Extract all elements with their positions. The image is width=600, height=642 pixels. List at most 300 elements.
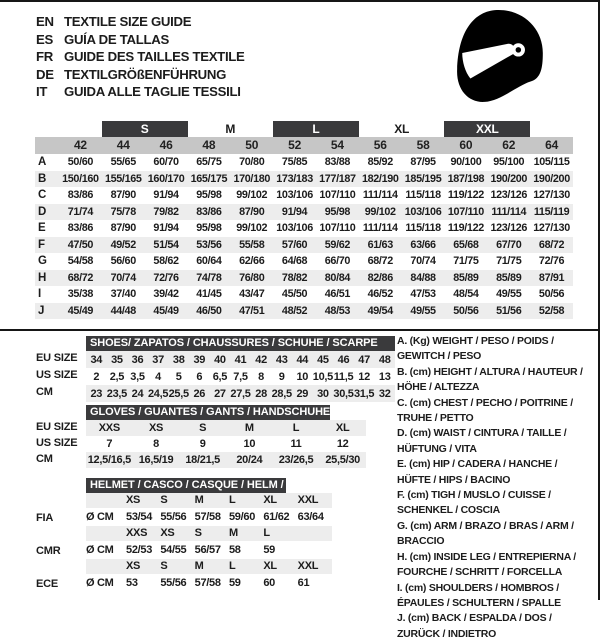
helmet-value-row [86,508,332,526]
value-cell: 45 [317,353,329,366]
helmet-size-cell [298,526,332,541]
helmet-size-cell: M [228,527,238,539]
measurement-cell: 119/122 [447,189,484,201]
value-cell: XL [335,422,350,434]
value-cell: 40 [214,353,226,366]
helmet-value-cell: 57/58 [194,511,221,523]
measurement-cell: 46/50 [196,304,222,317]
measurement-cell: 49/55 [496,288,522,300]
measurement-cell: 56/60 [110,255,136,267]
measurement-cell: 58/62 [153,255,179,267]
measurement-cell: 119/122 [447,222,484,234]
measurement-cell: 170/180 [233,172,271,185]
shoes-size-table [86,336,395,402]
helmet-size-cell: XXL [297,494,319,506]
row-label: B [38,172,46,185]
measurement-cell: 49/54 [367,304,393,317]
measurement-cell: 79/82 [153,205,179,218]
helmet-size-cell: L [228,560,236,572]
gloves-row [86,436,366,452]
measurement-cell: 115/118 [405,222,441,234]
language-code: DE [36,66,54,82]
measurement-row [35,187,573,204]
size-header-cell: 58 [416,138,430,152]
value-cell: 30 [317,387,329,400]
value-cell: M [244,422,254,434]
language-row [36,31,245,49]
measurement-cell: 64/68 [281,255,308,267]
legend-item: A. (Kg) WEIGHT / PESO / POIDS / GEWITCH / PESO [397,335,554,363]
language-title: TEXTILGRÖßENFÜHRUNG [64,66,227,82]
language-code: IT [36,84,48,100]
measurement-cell: 55/65 [110,156,136,168]
measurement-cell: 68/72 [367,255,393,267]
language-title: GUIDA ALLE TAGLIE TESSILI [64,84,241,100]
value-cell: 2 [93,370,100,383]
value-cell: 23,5 [106,387,127,400]
helmet-size-cell: XS [160,527,175,539]
measurement-cell: 103/106 [276,189,313,201]
measurement-cell: 123/126 [490,189,528,201]
value-cell: 39 [193,353,206,366]
value-cell: XXS [98,422,120,434]
size-group-header-row [35,121,573,137]
measurement-cell: 85/92 [367,156,393,168]
measurement-cell: 111/114 [362,222,398,234]
value-cell: 4 [155,370,161,383]
value-cell: 30,5 [333,387,354,400]
value-cell: 35 [111,353,123,366]
measurement-cell: 99/102 [236,189,268,201]
helmet-value-row [86,541,332,559]
measurement-cell: 55/58 [239,238,265,251]
measurement-cell: 47/50 [67,238,94,251]
language-row [36,13,245,31]
unit-spacer [86,493,126,508]
measurement-row [35,220,573,237]
language-code: EN [36,14,54,29]
row-label: H [38,271,46,284]
unit-spacer [86,559,126,574]
measurement-cell: 67/70 [496,238,522,251]
measurement-cell: 187/198 [447,172,485,185]
measurement-cell: 71/74 [67,205,94,218]
helmet-value-cell: 53 [126,577,138,589]
shoes-row [86,351,395,368]
row-label: J [38,304,45,317]
size-group-s: S [102,121,188,137]
measurement-cell: 43/47 [239,288,265,300]
size-header-cell: 60 [459,138,473,152]
measurement-cell: 45/50 [281,288,308,300]
measurement-cell: 123/126 [490,222,528,234]
measurement-cell: 71/75 [496,255,522,267]
measurement-cell: 50/56 [538,288,565,300]
measurement-cell: 87/90 [239,205,265,218]
measurement-cell: 90/100 [450,156,482,168]
measurement-cell: 185/195 [404,172,442,185]
measurement-cell: 49/52 [110,238,136,251]
value-cell: 25,5 [168,387,189,400]
measurement-cell: 107/110 [319,189,356,201]
value-cell: 23/26,5 [278,454,314,466]
value-cell: 27 [214,387,226,400]
measurement-cell: 150/160 [62,172,99,185]
measurement-cell: 70/74 [110,271,136,284]
measurement-cell: 91/94 [153,222,179,234]
section-title-bar: GLOVES / GUANTES / GANTS / HANDSCHUHE / GUANTI [86,405,330,420]
language-row [36,66,245,84]
value-cell: 28 [255,387,267,400]
value-cell: 10 [296,370,309,383]
legend-item: J. (cm) BACK / ESPALDA / DOS / ZURÜCK / INDIETRO [397,612,552,640]
helmet-value-cell [298,541,332,559]
gloves-size-table [86,405,381,468]
measurement-cell: 65/68 [453,238,479,251]
value-cell: 25,5/30 [325,454,360,466]
value-cell: 29 [296,387,309,400]
measurement-row [35,303,573,320]
diameter-unit: Ø CM [86,544,114,556]
measurement-cell: 173/183 [276,172,313,185]
gloves-cm-label: CM [36,453,53,465]
helmet-size-cell: XL [263,560,277,572]
measurement-cell: 39/42 [153,288,179,300]
measurement-cell: 52/58 [538,304,565,317]
section-title-bar: SHOES/ ZAPATOS / CHAUSSURES / SCHUHE / SCARPE [86,336,395,351]
value-cell: 42 [255,353,267,366]
shoes-row [86,385,395,402]
measurement-cell: 182/190 [361,172,399,185]
value-cell: 48 [378,353,391,366]
helmet-size-cell: L [228,494,236,506]
helmet-value-cell: 58 [228,544,241,556]
corner-cell [35,137,59,154]
shoes-eu-size-label: EU SIZE [36,352,78,364]
value-cell: S [199,422,207,434]
unit-spacer [86,526,126,541]
legend-item: F. (cm) TIGH / MUSLO / CUISSE / SCHENKEL / COSCIA [397,489,551,517]
size-header-cell: 52 [288,138,302,152]
measurement-cell: 70/74 [410,255,436,267]
value-cell: 47 [358,353,370,366]
value-cell: 34 [90,353,103,366]
measurement-cell: 49/55 [410,304,436,317]
measurement-cell: 51/54 [153,238,179,251]
measurement-cell: 99/102 [364,205,396,218]
measurement-cell: 53/56 [196,238,222,251]
value-cell: 28,5 [271,387,292,400]
measurement-cell: 78/82 [281,271,308,284]
row-label: A [38,156,46,168]
measurement-cell: 115/119 [533,205,570,218]
size-header-cell: 42 [73,138,87,152]
helmet-size-cell: S [160,494,168,506]
measurement-cell: 190/200 [533,172,570,185]
legend-item: E. (cm) HIP / CADERA / HANCHE / HÜFTE / HIPS / BACINO [397,458,558,486]
measurement-cell: 45/49 [153,304,179,317]
row-label: E [38,222,46,234]
size-group-l: L [273,121,359,137]
measurement-cell: 85/89 [453,271,479,284]
language-code: FR [36,49,53,65]
value-cell: 23 [90,387,103,400]
measurement-cell: 57/60 [281,238,308,251]
measurement-cell: 83/88 [324,156,351,168]
measurement-cell: 71/75 [453,255,479,267]
measurement-cell: 80/84 [324,271,351,284]
measurement-cell: 46/51 [324,288,351,300]
measurement-cell: 177/187 [319,172,356,185]
value-cell: 43 [275,353,288,366]
language-title-list [36,13,245,101]
helmet-value-cell: 61/62 [263,511,290,523]
measurement-cell: 165/175 [190,172,228,185]
measurement-row [35,253,573,270]
measurement-row [35,286,573,303]
measurement-cell: 66/70 [324,255,351,267]
value-cell: 31,5 [353,387,375,400]
measurement-cell: 105/115 [533,156,570,168]
measurement-cell: 91/94 [153,189,179,201]
measurement-row [35,171,573,188]
language-code: ES [36,31,53,47]
value-cell: 7 [106,438,113,450]
measurement-row [35,204,573,221]
measurement-cell: 63/66 [410,238,436,251]
measurement-cell: 48/53 [324,304,351,317]
measurement-cell: 95/98 [196,189,222,201]
measurement-cell: 50/60 [67,156,94,168]
row-label: F [38,238,45,251]
helmet-value-cell: 55/56 [160,511,187,523]
value-cell: 12 [336,438,349,450]
helmet-value-cell: 63/64 [297,511,324,523]
helmet-size-cell: L [263,527,270,539]
legend-item: B. (cm) HEIGHT / ALTURA / HAUTEUR / HÖHE / ALTEZZA [397,365,583,394]
shoes-us-size-label: US SIZE [36,369,78,381]
measurement-cell: 127/130 [533,222,570,234]
row-label: C [38,189,46,201]
textile-size-table [35,121,573,319]
measurement-cell: 37/40 [110,288,136,300]
measurement-cell: 68/72 [538,238,565,251]
value-cell: 41 [234,353,247,366]
helmet-size-row [86,559,332,574]
language-row [36,48,245,66]
measurement-cell: 160/170 [147,172,185,185]
helmet-value-cell: 52/53 [126,544,153,556]
size-header-cell: 62 [502,138,516,152]
value-cell: 7,5 [233,370,248,383]
helmet-size-cell: M [194,560,204,572]
measurement-cell: 115/118 [405,189,441,201]
measurement-cell: 65/75 [196,156,222,168]
gloves-eu-size-label: EU SIZE [36,421,78,433]
helmet-value-cell: 59/60 [228,511,256,523]
helmet-size-cell: XS [126,494,141,506]
measurement-cell: 82/86 [367,271,393,284]
measurement-cell: 107/110 [447,205,484,218]
helmet-value-cell: 59 [228,577,241,589]
helmet-size-cell: M [194,494,204,506]
measurement-cell: 87/91 [538,271,565,284]
measurement-cell: 87/90 [110,189,136,201]
helmet-value-cell: 56/57 [194,544,221,556]
value-cell: 13 [378,370,391,383]
measurement-cell: 95/98 [196,222,222,234]
gloves-us-size-label: US SIZE [36,437,78,449]
value-cell: L [292,422,300,434]
helmet-size-table [86,478,332,592]
size-header-cell: 50 [245,138,259,152]
value-cell: 16,5/19 [138,454,174,466]
language-title: GUIDE DES TAILLES TEXTILE [64,49,245,65]
measurement-cell: 190/200 [490,172,528,185]
language-title: TEXTILE SIZE GUIDE [64,14,192,29]
value-cell: 20/24 [236,454,263,466]
measurement-cell: 91/94 [281,205,308,218]
measurement-cell: 111/114 [362,189,398,201]
helmet-value-cell: 55/56 [160,577,187,589]
value-cell: 8 [153,438,159,450]
size-header-cell: 44 [116,138,130,152]
shoes-row [86,368,395,385]
legend-item: C. (cm) CHEST / PECHO / POITRINE / TRUHE / PETTO [397,396,573,425]
value-cell: 18/21,5 [185,454,220,466]
helmet-cmr-label: CMR [36,545,61,557]
shoes-cm-label: CM [36,386,53,398]
size-header-cell: 48 [202,138,216,152]
helmet-size-cell: XS [126,560,141,572]
measurement-cell: 127/130 [533,189,570,201]
gloves-row [86,452,366,468]
measurement-cell: 41/45 [196,288,222,300]
row-label: G [38,255,47,267]
measurement-cell: 107/110 [319,222,356,234]
helmet-value-cell: 59 [263,544,275,556]
measurement-cell: 47/53 [410,288,436,300]
value-cell: XS [148,422,164,434]
measurement-cell: 103/106 [404,205,442,218]
racing-helmet-icon [450,5,552,107]
value-cell: 10,5 [312,370,333,383]
size-header-cell: 64 [545,138,559,152]
helmet-value-cell: 60 [263,577,275,589]
helmet-size-row [86,493,332,508]
size-group-xl: XL [394,122,410,136]
measurement-cell: 48/54 [453,288,479,300]
measurement-row [35,154,573,171]
measurement-cell: 59/62 [324,238,351,251]
legend-item: H. (cm) INSIDE LEG / ENTREPIERNA / FOURCHE / SCHRITT / FORCELLA [397,550,576,579]
measurement-cell: 83/86 [67,189,94,201]
measurement-cell: 75/85 [281,156,308,168]
measurement-row [35,237,573,254]
helmet-fia-label: FIA [36,512,54,524]
section-divider [0,329,600,331]
measurement-cell: 72/76 [538,255,565,267]
measurement-cell: 95/98 [324,205,351,218]
helmet-value-cell: 54/55 [160,544,187,556]
value-cell: 6,5 [212,370,228,383]
measurement-cell: 35/38 [67,288,94,300]
value-cell: 3,5 [130,370,145,383]
value-cell: 44 [296,353,309,366]
measurement-cell: 103/106 [276,222,313,234]
helmet-size-cell: XXS [126,527,148,539]
helmet-value-row [86,574,332,592]
value-cell: 11,5 [333,370,354,383]
value-cell: 2,5 [109,370,125,383]
size-group-m: M [225,122,236,136]
row-label: D [38,205,46,218]
value-cell: 38 [172,353,185,366]
helmet-size-cell: S [160,560,168,572]
section-title-bar: HELMET / CASCO / CASQUE / HELM / CASCO [86,478,286,493]
value-cell: 32 [378,387,391,400]
row-label: I [38,288,41,300]
measurement-cell: 46/52 [367,288,393,300]
value-cell: 11 [290,438,302,450]
measurement-cell: 70/80 [239,156,265,168]
measurement-cell: 155/165 [104,172,142,185]
value-cell: 12,5/16,5 [87,454,131,466]
size-header-cell: 54 [330,138,344,152]
measurement-row [35,270,573,287]
value-cell: 8 [258,370,264,383]
value-cell: 36 [131,353,144,366]
measurement-cell: 47/51 [239,304,265,317]
value-cell: 24,5 [147,387,169,400]
value-cell: 37 [152,353,164,366]
gloves-row [86,420,366,436]
measurement-cell: 68/72 [67,271,94,284]
measurement-cell: 60/64 [196,255,222,267]
measurement-cell: 50/56 [453,304,479,317]
value-cell: 6 [196,370,203,383]
helmet-size-row [86,526,332,541]
measurement-cell: 95/100 [493,156,525,168]
helmet-ece-label: ECE [36,578,59,590]
diameter-unit: Ø CM [86,577,114,589]
value-cell: 24 [131,387,144,400]
measurement-cell: 54/58 [67,255,94,267]
value-cell: 10 [243,438,256,450]
size-header-row [35,137,573,154]
measurement-cell: 84/88 [410,271,436,284]
measurement-cell: 87/95 [410,156,436,168]
measurement-cell: 48/52 [281,304,308,317]
measurement-cell: 44/48 [110,304,136,317]
value-cell: 27,5 [230,387,251,400]
value-cell: 46 [337,353,350,366]
helmet-value-cell: 53/54 [126,511,153,523]
measurement-cell: 76/80 [239,271,265,284]
value-cell: 26 [193,387,206,400]
measurement-cell: 60/70 [153,156,179,168]
value-cell: 5 [175,370,182,383]
language-title: GUÍA DE TALLAS [64,31,169,47]
measurement-cell: 74/78 [196,271,222,284]
measurement-cell: 111/114 [491,205,527,218]
helmet-value-cell: 61 [297,577,310,589]
measurement-cell: 51/56 [496,304,522,317]
top-border [0,0,600,2]
diameter-unit: Ø CM [86,511,114,523]
language-row [36,83,245,101]
measurement-cell: 99/102 [236,222,268,234]
